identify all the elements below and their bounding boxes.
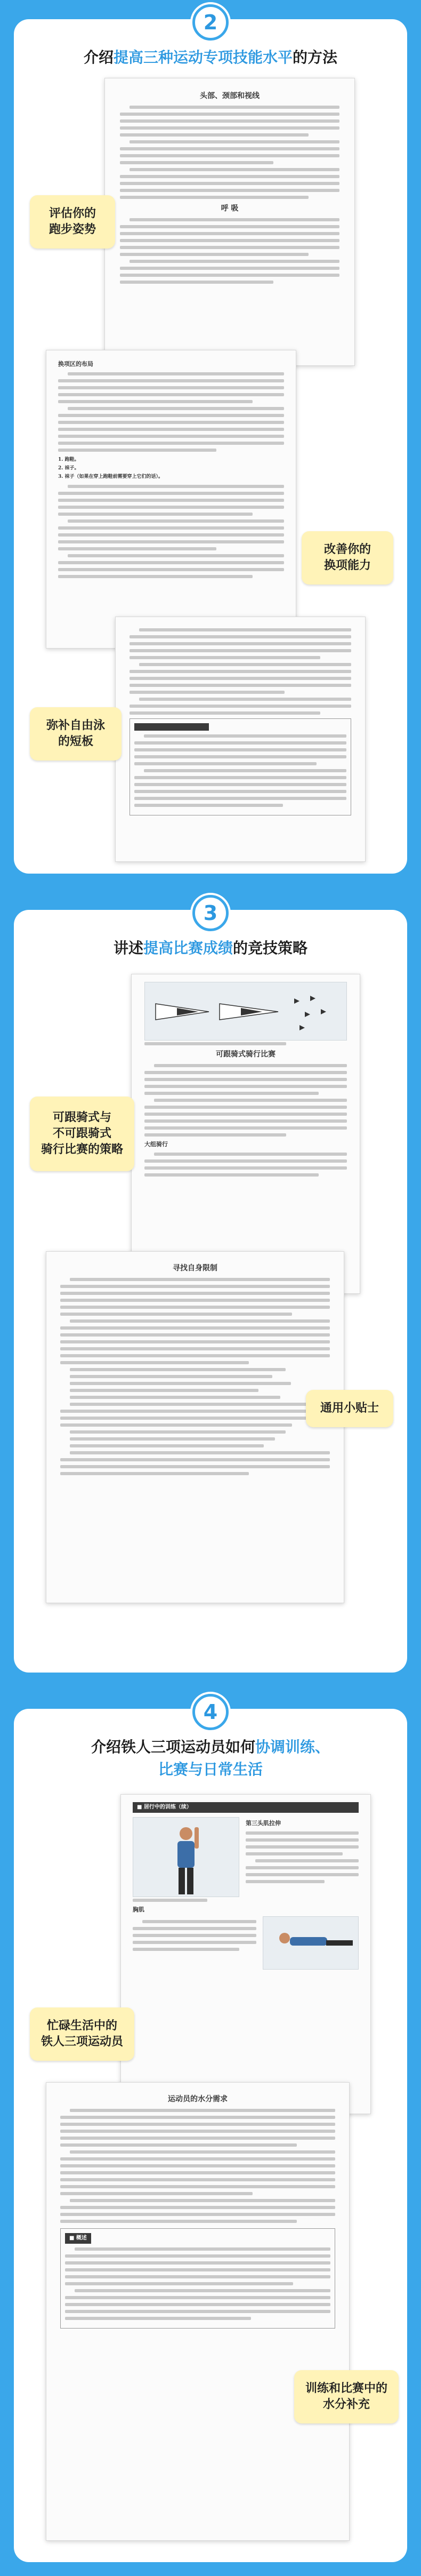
section-title: 介绍提高三种运动专项技能水平的方法	[83, 49, 338, 66]
section-title: 介绍铁人三项运动员如何协调训练、	[91, 1738, 330, 1756]
page-subheading: 大组骑行	[144, 1141, 168, 1148]
page-heading: 换项区的布局	[58, 361, 93, 367]
page-subheading: 呼 吸	[221, 204, 239, 213]
box-heading: ■ 居行中的训练（续）	[133, 1802, 359, 1813]
box-heading: ■ 概述	[65, 2233, 91, 2244]
section-number-badge: 4	[192, 1694, 229, 1730]
page-heading: 第三头肌拉伸	[246, 1820, 281, 1827]
book-page-drafting	[131, 974, 360, 1294]
page-list-item: 2. 袜子。	[58, 466, 79, 471]
section-title-line-two: 比赛与日常生活	[158, 1761, 263, 1778]
section-title: 讲述提高比赛成绩的竞技策略	[113, 939, 308, 957]
page-list-item: 1. 跑鞋。	[58, 457, 79, 462]
page-subheading: 胸肌	[133, 1906, 144, 1913]
book-page-limits	[46, 1251, 344, 1603]
callout-drafting-strategy: 可跟骑式与 不可跟骑式 骑行比赛的策略	[30, 1097, 134, 1171]
callout-freestyle: 弥补自由泳 的短板	[30, 707, 122, 761]
section-number-badge: 2	[192, 4, 229, 41]
section-number-badge: 3	[192, 895, 229, 931]
section-four	[14, 1700, 407, 2562]
athlete-stretch-illustration	[154, 1822, 218, 1897]
stretch-photo	[133, 1817, 239, 1897]
callout-running-form: 评估你的 跑步姿势	[30, 195, 115, 249]
section-three	[14, 901, 407, 1673]
page-heading: 头部、颈部和视线	[200, 92, 260, 100]
book-page-busy-life	[120, 1794, 371, 2114]
book-page-freestyle	[115, 617, 366, 862]
book-page-running-form	[104, 78, 355, 366]
section-two	[14, 11, 407, 874]
drafting-diagram	[144, 982, 347, 1041]
callout-transition: 改善你的 换项能力	[302, 531, 393, 585]
callout-busy-life: 忙碌生活中的 铁人三项运动员	[30, 2007, 134, 2061]
cyclist-formation-illustration	[145, 982, 347, 1041]
figure-caption	[144, 1042, 347, 1045]
page-list-item: 3. 袜子（如果在穿上跑鞋前需要穿上它们的话）。	[58, 474, 164, 479]
book-page-hydration	[46, 2082, 350, 2541]
box-heading	[134, 723, 209, 731]
callout-general-tips: 通用小贴士	[306, 1390, 393, 1427]
chest-stretch-photo	[263, 1916, 359, 1970]
page-heading: 可跟骑式骑行比赛	[216, 1050, 276, 1059]
book-page-transition-area	[46, 350, 296, 649]
page-heading: 运动员的水分需求	[168, 2095, 228, 2103]
page-heading: 寻找自身限制	[173, 1264, 217, 1273]
callout-hydration: 训练和比赛中的 水分补充	[294, 2370, 399, 2423]
